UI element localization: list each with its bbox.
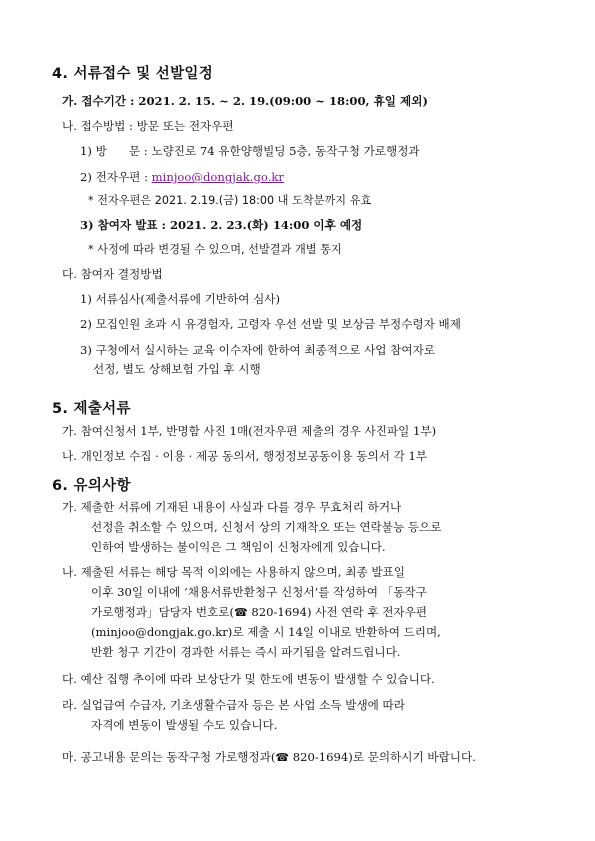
s4-email-note: * 전자우편은 2021. 2.19.(금) 18:00 내 도착분까지 유효	[88, 194, 372, 207]
email-link[interactable]: minjoo@dongjak.go.kr	[151, 170, 284, 184]
s6-na-line3-b: 820-1694) 사전 연락 후 전자우편	[247, 605, 428, 619]
s4-method-email-label: 2) 전자우편 :	[80, 170, 152, 184]
s6-ra-line2: 자격에 변동이 발생될 수도 있습니다.	[91, 718, 278, 732]
s6-na-line5: 반환 청구 기간이 경과한 서류는 즉시 파기됨을 알려드립니다.	[91, 645, 401, 659]
s6-ma-a: 마. 공고내용 문의는 동작구청 가로행정과(	[62, 750, 276, 764]
s6-na-line4: (minjoo@dongjak.go.kr)로 제출 시 14일 이내로 반환하여 드리며,	[91, 625, 441, 639]
s6-na-line3	[91, 604, 427, 621]
telephone-icon: ☎	[234, 606, 248, 619]
s6-ga-line2: 선정을 취소할 수 있으며, 신청서 상의 기재착오 또는 연락불능 등으로	[91, 520, 442, 534]
s4-selection-3b: 선정, 별도 상해보험 가입 후 시행	[93, 362, 261, 376]
s4-method-visit: 1) 방 문 : 노량진로 74 유한양행빌딩 5층, 동작구청 가로행정과	[80, 144, 420, 158]
s4-na-method: 나. 접수방법 : 방문 또는 전자우편	[62, 119, 234, 133]
s4-announcement: 3) 참여자 발표 : 2021. 2. 23.(화) 14:00 이후 예정	[80, 218, 363, 232]
s6-na-line2: 이후 30일 이내에 ‘채용서류반환청구 신청서’를 작성하여 「동작구	[91, 585, 427, 599]
s4-da-selection: 다. 참여자 결정방법	[62, 267, 163, 281]
s6-ma-b: 820-1694)로 문의하시기 바랍니다.	[289, 750, 476, 764]
s6-ga-line1: 가. 제출한 서류에 기재된 내용이 사실과 다를 경우 무효처리 하거나	[62, 500, 402, 514]
section-6-title: 6. 유의사항	[52, 478, 131, 494]
s4-ga-period: 가. 접수기간 : 2021. 2. 15. ~ 2. 19.(09:00 ~ 18:00, 휴일 제외)	[62, 94, 428, 108]
s5-na-documents: 나. 개인정보 수집 · 이용 · 제공 동의서, 행정정보공동이용 동의서 각 1부	[62, 449, 428, 463]
section-5-title: 5. 제출서류	[52, 401, 131, 417]
s6-da-budget: 다. 예산 집행 추이에 따라 보상단가 및 한도에 변동이 발생할 수 있습니다.	[62, 672, 435, 686]
s6-na-line1: 나. 제출된 서류는 해당 목적 이외에는 사용하지 않으며, 최종 발표일	[62, 565, 405, 579]
s6-ma-inquiry	[62, 749, 476, 766]
s4-selection-2: 2) 모집인원 초과 시 유경험자, 고령자 우선 선발 및 보상금 부정수령자 배제	[80, 317, 461, 331]
s4-selection-3a: 3) 구청에서 실시하는 교육 이수자에 한하여 최종적으로 사업 참여자로	[80, 343, 435, 357]
s4-announcement-note: * 사정에 따라 변경될 수 있으며, 선발결과 개별 통지	[88, 243, 342, 256]
s6-ra-line1: 라. 실업급여 수급자, 기초생활수급자 등은 본 사업 소득 발생에 따라	[62, 698, 405, 712]
telephone-icon: ☎	[275, 751, 290, 764]
s4-selection-1: 1) 서류심사(제출서류에 기반하여 심사)	[80, 292, 280, 306]
section-4-title: 4. 서류접수 및 선발일정	[52, 66, 214, 82]
s6-ga-line3: 인하여 발생하는 불이익은 그 책임이 신청자에게 있습니다.	[91, 540, 386, 554]
s4-method-email	[80, 169, 284, 185]
s5-ga-documents: 가. 참여신청서 1부, 반명함 사진 1매(전자우편 제출의 경우 사진파일 1부)	[62, 424, 437, 438]
s6-na-line3-a: 가로행정과」담당자 번호로(	[91, 605, 234, 619]
